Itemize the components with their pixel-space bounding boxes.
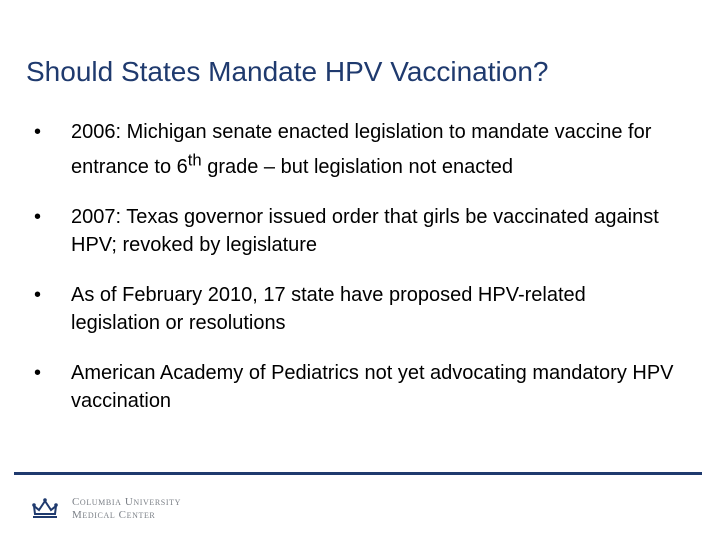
org-name-line1: Columbia University xyxy=(72,496,181,508)
bullet-item-michigan xyxy=(34,118,674,181)
ordinal-suffix: th xyxy=(187,150,202,169)
bullet-item-aap xyxy=(34,359,674,415)
bullet-text: 2007: Texas governor issued order that girls be vaccinated against HPV; revoked by legislature xyxy=(71,205,659,256)
bullet-marker: • xyxy=(34,361,42,384)
footer-divider xyxy=(14,472,702,475)
bullet-text-main: 2006: Michigan senate enacted legislation to mandate vaccine for entrance to 6 xyxy=(71,121,652,178)
slide-title: Should States Mandate HPV Vaccination? xyxy=(26,56,549,87)
bullet-text xyxy=(71,121,651,178)
footer-logo xyxy=(30,494,181,524)
bullet-marker: • xyxy=(34,205,42,228)
bullet-text: As of February 2010, 17 state have proposed HPV-related legislation or resolutions xyxy=(71,283,586,334)
bullet-item-states xyxy=(34,281,674,337)
org-name-line2: Medical Center xyxy=(72,509,156,521)
bullet-text: American Academy of Pediatrics not yet advocating mandatory HPV vaccination xyxy=(71,361,674,412)
crown-icon xyxy=(30,497,60,521)
bullet-marker: • xyxy=(34,283,42,306)
bullet-list xyxy=(34,118,674,437)
bullet-item-texas xyxy=(34,203,674,259)
bullet-marker: • xyxy=(34,121,42,143)
bullet-text-rest: grade – but legislation not enacted xyxy=(201,155,513,178)
org-name xyxy=(72,496,181,522)
